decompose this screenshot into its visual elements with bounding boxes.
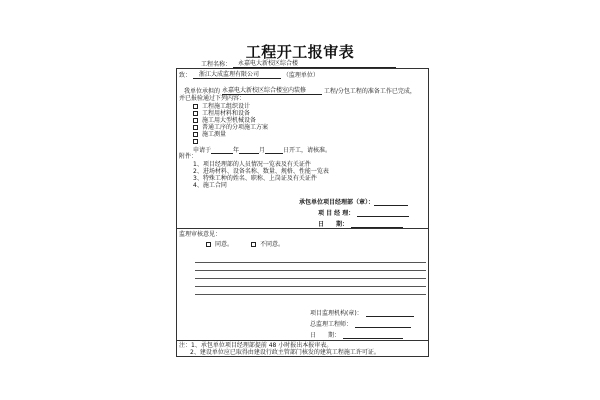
- disagree-label: 不同意。: [259, 241, 284, 248]
- opinion-line: [195, 278, 426, 279]
- supervisor-date: 日 期：: [310, 331, 403, 339]
- checkbox-icon[interactable]: [193, 118, 198, 123]
- attach-label: 附件：: [179, 153, 198, 160]
- attach-item: 3、特殊工种的姓名、职称、上岗证及有关证件: [193, 175, 317, 182]
- project-name-row: [201, 60, 396, 68]
- intro-suffix: 工程/分包工程的准备工作已完成，: [323, 88, 416, 95]
- checklist-item: 工程施工组织设计: [193, 103, 250, 110]
- attach-item: 2、进场材料、设备名称、数量、规格、性能一览表: [193, 168, 329, 175]
- checklist-item: [193, 138, 202, 145]
- to-suffix: （监理单位）: [282, 72, 319, 79]
- attach-item: 1、项目经理部的人员情况一览表及有关证件: [193, 161, 311, 168]
- note-2: 2、建设单位应已取得由建设行政主管部门核发的建筑工程施工许可证。: [190, 349, 380, 356]
- contractor-date: 日 期：: [318, 220, 403, 228]
- intro-prefix: 我单位承担的: [184, 88, 221, 95]
- checkbox-icon[interactable]: [193, 111, 198, 116]
- apply-row: 申请于 年 月 日开工，请核准。: [193, 147, 332, 154]
- to-value: 浙江大成监理有限公司: [193, 71, 281, 79]
- project-name-label: 工程名称：: [201, 61, 232, 68]
- checkbox-icon[interactable]: [206, 242, 211, 247]
- page-title: 工程开工报审表: [245, 43, 355, 61]
- section-divider: [177, 228, 428, 229]
- agree-label: 同意。: [215, 241, 234, 248]
- intro-value: 永嘉电大新校区综合楼室内装修: [222, 87, 322, 95]
- supervisor-engineer: 总监理工程师：: [310, 320, 411, 328]
- opinion-line: [195, 262, 426, 263]
- contractor-manager: 项 目 经 理：: [318, 209, 409, 217]
- opinion-line: [195, 294, 426, 295]
- to-row: [179, 71, 319, 79]
- checkbox-icon[interactable]: [251, 242, 256, 247]
- attach-item: 4、施工合同: [193, 182, 227, 189]
- checkbox-icon[interactable]: [193, 132, 198, 137]
- intro-row: [184, 87, 416, 95]
- checklist-item: 普通工序的分项施工方案: [193, 124, 268, 131]
- opinion-line: [195, 270, 426, 271]
- contractor-org: 承包单位项目经理部（章）：: [299, 198, 408, 206]
- checkbox-icon[interactable]: [193, 104, 198, 109]
- checkbox-icon[interactable]: [193, 139, 198, 144]
- checkbox-icon[interactable]: [193, 125, 198, 130]
- review-label: 监理审核意见：: [179, 231, 222, 238]
- checklist-item: 施工测量: [193, 131, 226, 138]
- supervisor-org: 项目监理机构(章)：: [310, 309, 414, 317]
- section-divider: [177, 340, 428, 341]
- to-label: 致：: [179, 72, 192, 79]
- opinion-line: [195, 286, 426, 287]
- project-name-value: 永嘉电大新校区综合楼: [233, 60, 396, 68]
- intro-line2: 并已报验通过下列内容：: [179, 95, 246, 102]
- checklist-item: 施工用大型机械设备: [193, 117, 256, 124]
- checklist-item: 工程用材料和设备: [193, 110, 250, 117]
- note-1: 注：1、承包单位项目经理部提前 48 小时报出本报审表。: [179, 342, 333, 349]
- review-options: [206, 241, 284, 248]
